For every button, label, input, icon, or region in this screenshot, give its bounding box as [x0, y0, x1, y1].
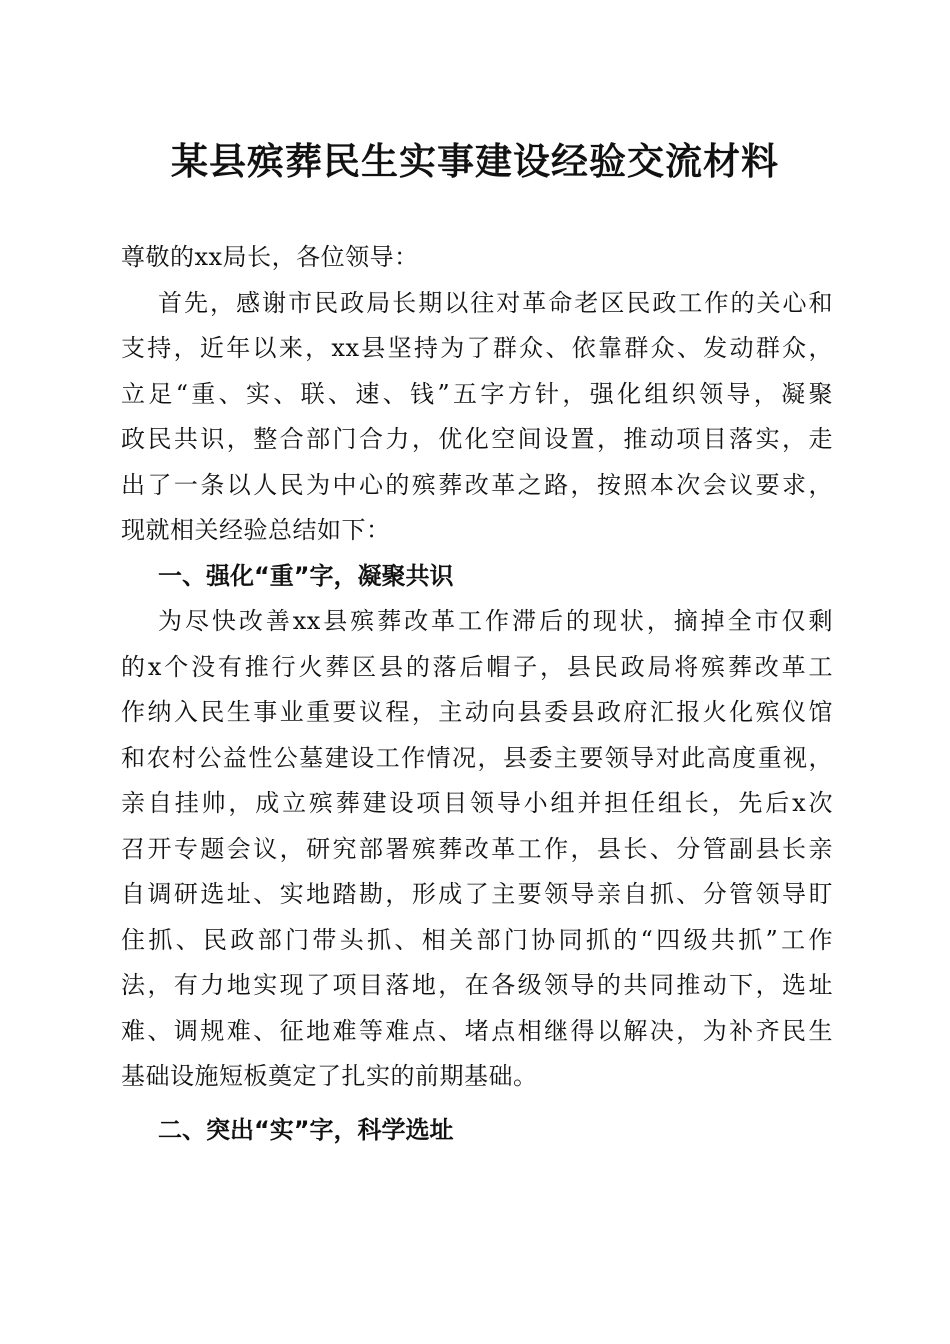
paragraph-line: 出了一条以人民为中心的殡葬改革之路，按照本次会议要求，: [121, 470, 833, 499]
spacer: [121, 1100, 833, 1108]
paragraph-line: 住抓、民政部门带头抓、相关部门协同抓的“四级共抓”工作: [121, 925, 833, 954]
paragraph-line: 难、调规难、征地难等难点、堵点相继得以解决，为补齐民生: [121, 1016, 833, 1045]
paragraph-line: 首先，感谢市民政局长期以往对革命老区民政工作的关心和: [158, 288, 833, 317]
paragraph-line: 立足“重、实、联、速、钱”五字方针，强化组织领导，凝聚: [121, 379, 833, 408]
paragraph-line: 的x个没有推行火葬区县的落后帽子，县民政局将殡葬改革工: [121, 652, 833, 681]
paragraph-line: 自调研选址、实地踏勘，形成了主要领导亲自抓、分管领导盯: [121, 880, 833, 908]
intro-paragraph: [121, 281, 833, 554]
document-body: [121, 235, 833, 1153]
paragraph-line: 为尽快改善xx县殡葬改革工作滞后的现状，摘掉全市仅剩: [158, 607, 833, 635]
paragraph-line: 现就相关经验总结如下：: [121, 516, 391, 544]
paragraph-line: 法，有力地实现了项目落地，在各级领导的共同推动下，选址: [121, 971, 833, 999]
section-heading-1: 一、强化“重”字，凝聚共识: [158, 561, 454, 590]
paragraph-line: 和农村公益性公墓建设工作情况，县委主要领导对此高度重视，: [121, 743, 833, 772]
paragraph-line: 支持，近年以来，xx县坚持为了群众、依靠群众、发动群众，: [121, 334, 833, 362]
paragraph-line: 亲自挂帅，成立殡葬建设项目领导小组并担任组长，先后x次: [121, 789, 833, 817]
section1-paragraph: [121, 599, 833, 1100]
paragraph-line: 基础设施短板奠定了扎实的前期基础。: [121, 1062, 538, 1090]
paragraph-line: 政民共识，整合部门合力，优化空间设置，推动项目落实，走: [121, 425, 833, 453]
document-title: 某县殡葬民生实事建设经验交流材料: [171, 139, 779, 183]
paragraph-line: 召开专题会议，研究部署殡葬改革工作，县长、分管副县长亲: [121, 834, 833, 863]
section-heading-2: 二、突出“实”字，科学选址: [158, 1115, 454, 1144]
salutation: 尊敬的xx局长，各位领导：: [121, 243, 419, 271]
paragraph-line: 作纳入民生事业重要议程，主动向县委县政府汇报火化殡仪馆: [121, 698, 833, 726]
